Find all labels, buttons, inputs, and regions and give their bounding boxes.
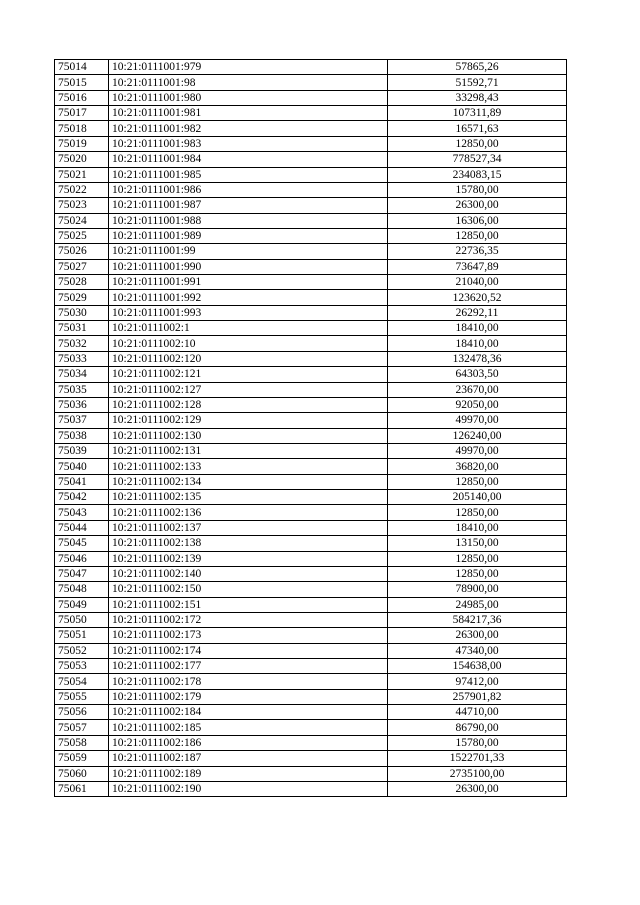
row-number-cell: 75025	[55, 228, 109, 243]
table-row	[55, 566, 567, 581]
table-row	[55, 505, 567, 520]
row-number-cell: 75054	[55, 674, 109, 689]
table-row	[55, 597, 567, 612]
cadastral-number-cell: 10:21:0111002:172	[109, 612, 388, 627]
cadastral-number-cell: 10:21:0111001:980	[109, 90, 388, 105]
cadastral-value-cell: 16571,63	[388, 121, 567, 136]
cadastral-number-cell: 10:21:0111001:98	[109, 75, 388, 90]
row-number-cell: 75041	[55, 474, 109, 489]
cadastral-number-cell: 10:21:0111002:174	[109, 643, 388, 658]
cadastral-number-cell: 10:21:0111002:130	[109, 428, 388, 443]
table-row	[55, 766, 567, 781]
cadastral-number-cell: 10:21:0111001:981	[109, 106, 388, 121]
cadastral-value-cell: 123620,52	[388, 290, 567, 305]
row-number-cell: 75016	[55, 90, 109, 105]
row-number-cell: 75028	[55, 275, 109, 290]
row-number-cell: 75061	[55, 781, 109, 796]
cadastral-value-cell: 154638,00	[388, 659, 567, 674]
table-row	[55, 336, 567, 351]
table-row	[55, 751, 567, 766]
row-number-cell: 75038	[55, 428, 109, 443]
cadastral-number-cell: 10:21:0111002:129	[109, 413, 388, 428]
cadastral-value-cell: 2735100,00	[388, 766, 567, 781]
cadastral-value-cell: 78900,00	[388, 582, 567, 597]
cadastral-value-cell: 26300,00	[388, 628, 567, 643]
cadastral-value-cell: 13150,00	[388, 536, 567, 551]
table-row	[55, 474, 567, 489]
row-number-cell: 75040	[55, 459, 109, 474]
cadastral-number-cell: 10:21:0111002:120	[109, 351, 388, 366]
cadastral-number-cell: 10:21:0111002:178	[109, 674, 388, 689]
cadastral-value-cell: 26292,11	[388, 305, 567, 320]
cadastral-number-cell: 10:21:0111001:983	[109, 136, 388, 151]
table-row	[55, 121, 567, 136]
cadastral-value-cell: 26300,00	[388, 781, 567, 796]
cadastral-value-cell: 15780,00	[388, 735, 567, 750]
row-number-cell: 75058	[55, 735, 109, 750]
cadastral-number-cell: 10:21:0111002:177	[109, 659, 388, 674]
table-row	[55, 781, 567, 796]
cadastral-value-cell: 132478,36	[388, 351, 567, 366]
cadastral-value-cell: 21040,00	[388, 275, 567, 290]
table-row	[55, 367, 567, 382]
cadastral-value-cell: 49970,00	[388, 413, 567, 428]
row-number-cell: 75055	[55, 689, 109, 704]
table-row	[55, 182, 567, 197]
cadastral-number-cell: 10:21:0111002:173	[109, 628, 388, 643]
row-number-cell: 75023	[55, 198, 109, 213]
table-body	[55, 60, 567, 797]
table-row	[55, 551, 567, 566]
table-row	[55, 536, 567, 551]
table-row	[55, 397, 567, 412]
cadastral-number-cell: 10:21:0111002:131	[109, 443, 388, 458]
cadastral-number-cell: 10:21:0111002:10	[109, 336, 388, 351]
table-row	[55, 152, 567, 167]
cadastral-number-cell: 10:21:0111001:985	[109, 167, 388, 182]
cadastral-value-cell: 584217,36	[388, 612, 567, 627]
table-row	[55, 275, 567, 290]
cadastral-value-cell: 24985,00	[388, 597, 567, 612]
table-row	[55, 60, 567, 75]
row-number-cell: 75015	[55, 75, 109, 90]
cadastral-number-cell: 10:21:0111001:990	[109, 259, 388, 274]
row-number-cell: 75022	[55, 182, 109, 197]
cadastral-number-cell: 10:21:0111001:987	[109, 198, 388, 213]
cadastral-number-cell: 10:21:0111002:189	[109, 766, 388, 781]
cadastral-number-cell: 10:21:0111002:186	[109, 735, 388, 750]
cadastral-number-cell: 10:21:0111001:993	[109, 305, 388, 320]
row-number-cell: 75053	[55, 659, 109, 674]
table-row	[55, 735, 567, 750]
table-row	[55, 413, 567, 428]
table-row	[55, 582, 567, 597]
cadastral-value-cell: 12850,00	[388, 566, 567, 581]
cadastral-number-cell: 10:21:0111002:121	[109, 367, 388, 382]
cadastral-number-cell: 10:21:0111002:135	[109, 490, 388, 505]
table-row	[55, 659, 567, 674]
cadastral-value-cell: 12850,00	[388, 228, 567, 243]
table-row	[55, 643, 567, 658]
row-number-cell: 75027	[55, 259, 109, 274]
cadastral-value-cell: 18410,00	[388, 336, 567, 351]
row-number-cell: 75018	[55, 121, 109, 136]
cadastral-value-cell: 12850,00	[388, 551, 567, 566]
row-number-cell: 75047	[55, 566, 109, 581]
cadastral-number-cell: 10:21:0111001:982	[109, 121, 388, 136]
cadastral-value-cell: 1522701,33	[388, 751, 567, 766]
table-row	[55, 351, 567, 366]
row-number-cell: 75017	[55, 106, 109, 121]
row-number-cell: 75051	[55, 628, 109, 643]
table-row	[55, 290, 567, 305]
table-row	[55, 628, 567, 643]
cadastral-number-cell: 10:21:0111002:179	[109, 689, 388, 704]
row-number-cell: 75057	[55, 720, 109, 735]
row-number-cell: 75026	[55, 244, 109, 259]
row-number-cell: 75020	[55, 152, 109, 167]
cadastral-value-cell: 126240,00	[388, 428, 567, 443]
cadastral-number-cell: 10:21:0111001:984	[109, 152, 388, 167]
table-row	[55, 305, 567, 320]
cadastral-value-cell: 234083,15	[388, 167, 567, 182]
cadastral-value-cell: 18410,00	[388, 321, 567, 336]
cadastral-value-table	[54, 59, 567, 797]
row-number-cell: 75048	[55, 582, 109, 597]
cadastral-number-cell: 10:21:0111001:989	[109, 228, 388, 243]
cadastral-value-cell: 26300,00	[388, 198, 567, 213]
cadastral-value-cell: 57865,26	[388, 60, 567, 75]
row-number-cell: 75035	[55, 382, 109, 397]
row-number-cell: 75039	[55, 443, 109, 458]
cadastral-number-cell: 10:21:0111002:139	[109, 551, 388, 566]
cadastral-value-cell: 97412,00	[388, 674, 567, 689]
cadastral-value-cell: 16306,00	[388, 213, 567, 228]
table-row	[55, 459, 567, 474]
table-row	[55, 213, 567, 228]
row-number-cell: 75043	[55, 505, 109, 520]
cadastral-value-cell: 36820,00	[388, 459, 567, 474]
table-row	[55, 75, 567, 90]
row-number-cell: 75014	[55, 60, 109, 75]
cadastral-value-cell: 12850,00	[388, 505, 567, 520]
table-row	[55, 90, 567, 105]
cadastral-number-cell: 10:21:0111002:137	[109, 520, 388, 535]
table-row	[55, 321, 567, 336]
cadastral-number-cell: 10:21:0111002:151	[109, 597, 388, 612]
cadastral-number-cell: 10:21:0111002:185	[109, 720, 388, 735]
table-row	[55, 520, 567, 535]
table-row	[55, 443, 567, 458]
cadastral-value-cell: 12850,00	[388, 474, 567, 489]
cadastral-value-cell: 33298,43	[388, 90, 567, 105]
row-number-cell: 75049	[55, 597, 109, 612]
row-number-cell: 75033	[55, 351, 109, 366]
cadastral-number-cell: 10:21:0111002:127	[109, 382, 388, 397]
cadastral-value-cell: 64303,50	[388, 367, 567, 382]
table-row	[55, 228, 567, 243]
cadastral-value-cell: 86790,00	[388, 720, 567, 735]
cadastral-value-cell: 47340,00	[388, 643, 567, 658]
cadastral-value-cell: 107311,89	[388, 106, 567, 121]
cadastral-value-cell: 73647,89	[388, 259, 567, 274]
row-number-cell: 75029	[55, 290, 109, 305]
cadastral-number-cell: 10:21:0111002:190	[109, 781, 388, 796]
cadastral-number-cell: 10:21:0111001:979	[109, 60, 388, 75]
table-row	[55, 244, 567, 259]
row-number-cell: 75031	[55, 321, 109, 336]
cadastral-value-cell: 257901,82	[388, 689, 567, 704]
cadastral-value-cell: 18410,00	[388, 520, 567, 535]
table-row	[55, 259, 567, 274]
table-row	[55, 612, 567, 627]
row-number-cell: 75037	[55, 413, 109, 428]
row-number-cell: 75019	[55, 136, 109, 151]
table-row	[55, 674, 567, 689]
row-number-cell: 75024	[55, 213, 109, 228]
cadastral-number-cell: 10:21:0111002:184	[109, 705, 388, 720]
table-row	[55, 198, 567, 213]
cadastral-number-cell: 10:21:0111002:187	[109, 751, 388, 766]
cadastral-number-cell: 10:21:0111001:992	[109, 290, 388, 305]
row-number-cell: 75056	[55, 705, 109, 720]
cadastral-value-cell: 51592,71	[388, 75, 567, 90]
table-row	[55, 167, 567, 182]
row-number-cell: 75021	[55, 167, 109, 182]
table-row	[55, 106, 567, 121]
row-number-cell: 75044	[55, 520, 109, 535]
cadastral-value-cell: 44710,00	[388, 705, 567, 720]
cadastral-number-cell: 10:21:0111002:134	[109, 474, 388, 489]
row-number-cell: 75036	[55, 397, 109, 412]
cadastral-value-cell: 23670,00	[388, 382, 567, 397]
cadastral-value-cell: 778527,34	[388, 152, 567, 167]
table-row	[55, 689, 567, 704]
row-number-cell: 75046	[55, 551, 109, 566]
table-row	[55, 490, 567, 505]
table-row	[55, 382, 567, 397]
row-number-cell: 75060	[55, 766, 109, 781]
cadastral-value-cell: 15780,00	[388, 182, 567, 197]
row-number-cell: 75042	[55, 490, 109, 505]
row-number-cell: 75059	[55, 751, 109, 766]
cadastral-number-cell: 10:21:0111002:133	[109, 459, 388, 474]
row-number-cell: 75034	[55, 367, 109, 382]
table-row	[55, 428, 567, 443]
table-row	[55, 136, 567, 151]
cadastral-number-cell: 10:21:0111002:138	[109, 536, 388, 551]
cadastral-number-cell: 10:21:0111001:986	[109, 182, 388, 197]
cadastral-number-cell: 10:21:0111002:136	[109, 505, 388, 520]
row-number-cell: 75032	[55, 336, 109, 351]
cadastral-number-cell: 10:21:0111001:991	[109, 275, 388, 290]
row-number-cell: 75045	[55, 536, 109, 551]
row-number-cell: 75050	[55, 612, 109, 627]
cadastral-value-cell: 205140,00	[388, 490, 567, 505]
table-row	[55, 705, 567, 720]
cadastral-number-cell: 10:21:0111002:140	[109, 566, 388, 581]
cadastral-number-cell: 10:21:0111001:988	[109, 213, 388, 228]
table-row	[55, 720, 567, 735]
cadastral-number-cell: 10:21:0111002:1	[109, 321, 388, 336]
cadastral-value-cell: 12850,00	[388, 136, 567, 151]
cadastral-value-cell: 49970,00	[388, 443, 567, 458]
cadastral-number-cell: 10:21:0111001:99	[109, 244, 388, 259]
cadastral-number-cell: 10:21:0111002:128	[109, 397, 388, 412]
row-number-cell: 75030	[55, 305, 109, 320]
row-number-cell: 75052	[55, 643, 109, 658]
cadastral-number-cell: 10:21:0111002:150	[109, 582, 388, 597]
cadastral-value-cell: 92050,00	[388, 397, 567, 412]
cadastral-value-cell: 22736,35	[388, 244, 567, 259]
